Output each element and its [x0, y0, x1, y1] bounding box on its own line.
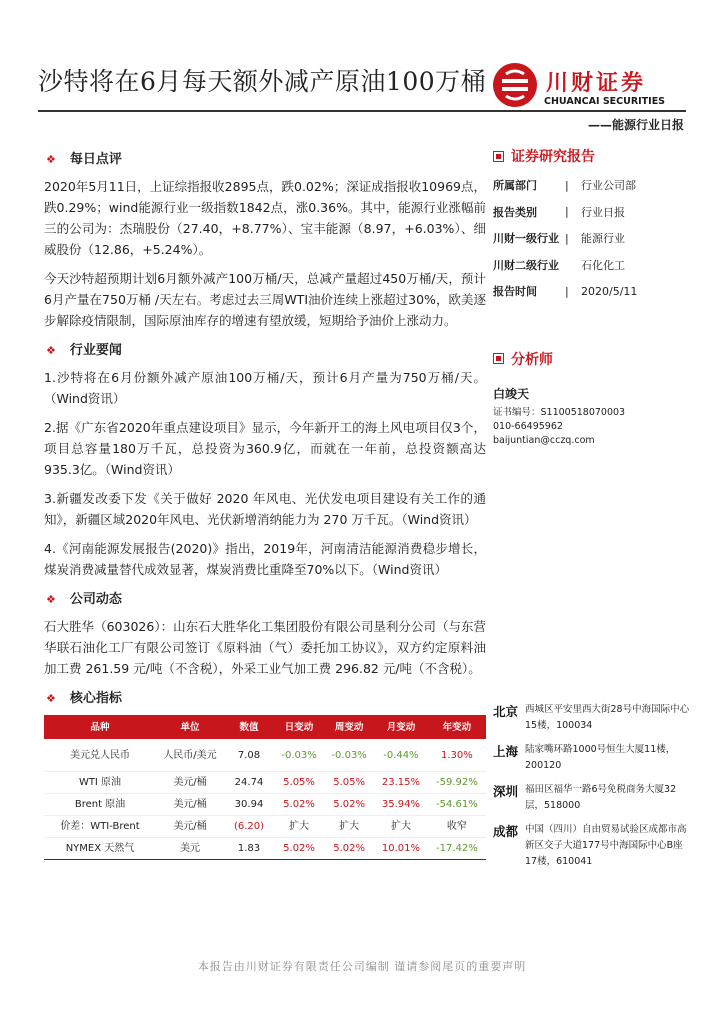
table-row [44, 838, 486, 860]
company-section-heading: ❖ 公司动态 [44, 588, 486, 610]
office-item: 深圳 福田区福华一路6号免税商务大厦32层，518000 [493, 784, 677, 811]
cell-value: 1.83 [237, 843, 261, 854]
table-header-row [44, 715, 486, 739]
column-header: 日变动 [274, 715, 324, 739]
info-row: 川财二级行业 石化化工 [493, 258, 625, 272]
column-header: 数值 [224, 715, 274, 739]
square-bullet-icon [493, 151, 504, 162]
cell-day: -0.03% [281, 749, 317, 761]
cell-value: (6.20) [233, 821, 265, 832]
cell-year: -17.42% [436, 843, 478, 854]
cell-month: 35.94% [381, 799, 421, 810]
cell-year: -59.92% [436, 777, 478, 788]
table-row [44, 794, 486, 816]
cell-unit: 人民币/美元 [163, 749, 217, 761]
square-bullet-icon [493, 353, 504, 364]
analyst-email[interactable]: baijuntian@cczq.com [493, 434, 595, 446]
cell-month: 10.01% [381, 843, 421, 854]
cell-unit: 美元/桶 [173, 777, 207, 788]
cell-day: 5.02% [283, 799, 315, 810]
cell-month: 扩大 [390, 821, 411, 832]
cell-value: 30.94 [234, 799, 264, 810]
page-title: 沙特将在6月每天额外减产原油100万桶 [38, 67, 487, 96]
info-row: 报告类别 | 行业日报 [493, 205, 625, 219]
news-item: 4.《河南能源发展报告(2020)》指出，2019年，河南清洁能源消费稳步增长，煤炭消费减量替代成效显著，煤炭消费比重降至70%以下。（Wind资讯） [44, 541, 486, 577]
news-item: 2.据《广东省2020年重点建设项目》显示，今年新开工的海上风电项目仅3个，项目总容量180万千瓦，总投资为360.9亿，而就在一年前，总投资额高达935.3亿。（Wind资讯） [44, 420, 486, 477]
cell-day: 扩大 [289, 821, 310, 832]
cell-name: 美元兑人民币 [70, 749, 130, 761]
cell-week: -0.03% [331, 749, 367, 761]
core-metrics-table [44, 715, 486, 860]
column-header: 年变动 [428, 715, 486, 739]
cell-year: 1.30% [441, 749, 473, 761]
cell-name: Brent 原油 [74, 799, 126, 810]
daily-section-heading: ❖ 每日点评 [44, 148, 486, 170]
office-item: 成都 中国（四川）自由贸易试验区成都市高新区交子大道177号中海国际中心B座17楼，610041 [493, 824, 687, 867]
info-row: 川财一级行业 | 能源行业 [493, 231, 625, 246]
sidebar [493, 146, 688, 448]
cell-value: 24.74 [234, 777, 264, 788]
cell-unit: 美元 [180, 843, 200, 854]
cell-week: 扩大 [339, 821, 360, 832]
info-row: 所属部门 | 行业公司部 [493, 178, 636, 193]
cell-year: 收窄 [446, 821, 467, 832]
cell-unit: 美元/桶 [173, 799, 207, 810]
diamond-bullet-icon: ❖ [46, 691, 56, 705]
cell-day: 5.02% [283, 843, 315, 854]
cell-name: NYMEX 天然气 [65, 843, 135, 854]
main-content [44, 148, 486, 860]
news-item: 3.新疆发改委下发《关于做好 2020 年风电、光伏发电项目建设有关工作的通知》，新疆区域2020年风电、光伏新增消纳能力为 270 万千瓦。（Wind资讯） [44, 491, 486, 527]
info-row: 报告时间 | 2020/5/11 [493, 284, 638, 299]
report-subtitle: ——能源行业日报 [587, 118, 684, 132]
cell-month: -0.44% [383, 749, 419, 761]
cell-week: 5.02% [333, 799, 366, 810]
analyst-heading: 分析师 [493, 349, 688, 369]
cell-unit: 美元/桶 [173, 821, 207, 832]
column-header: 周变动 [324, 715, 374, 739]
column-header: 月变动 [374, 715, 428, 739]
office-item: 北京 西城区平安里西大街28号中海国际中心15楼，100034 [493, 704, 690, 731]
cell-name: 价差：WTI-Brent [60, 821, 140, 832]
diamond-bullet-icon: ❖ [46, 343, 56, 357]
daily-paragraph-1: 2020年5月11日，上证综指报收2895点，跌0.02%；深证成指报收10969点，跌0.29%；wind能源行业一级指数1842点，涨0.36%。其中，能源行业涨幅前三的公司为：杰瑞股份（27.40，+8.77%）、宝丰能源（8.97，+6.03%）、细威股份（12.86，+5.24%）。 [44, 179, 486, 257]
company-logo-chinese: 川财证券 [546, 71, 647, 96]
news-item: 1.沙特将在6月份额外减产原油100万桶/天，预计6月产量为750万桶/天。（Wind资讯） [44, 370, 486, 406]
diamond-bullet-icon: ❖ [46, 592, 56, 606]
table-row [44, 772, 486, 794]
cell-week: 5.02% [333, 843, 366, 854]
office-addresses [493, 702, 693, 878]
company-logo-english: CHUANCAI SECURITIES [544, 96, 666, 107]
column-header: 品种 [44, 715, 156, 739]
industry-section-heading: ❖ 行业要闻 [44, 339, 486, 361]
footer-disclaimer: 本报告由川财证券有限责任公司编制 谨请参阅尾页的重要声明 [197, 960, 527, 973]
table-row [44, 739, 486, 772]
company-logo-icon [492, 62, 538, 108]
analyst-cert: 证书编号：S1100518070003 [493, 406, 626, 418]
cell-year: -54.61% [436, 799, 478, 810]
cell-day: 5.05% [283, 777, 315, 788]
report-info-heading: 证券研究报告 [493, 146, 688, 166]
office-item: 上海 陆家嘴环路1000号恒生大厦11楼，200120 [493, 744, 676, 771]
cell-name: WTI 原油 [78, 777, 122, 788]
header-divider [38, 110, 686, 112]
column-header: 单位 [156, 715, 224, 739]
cell-week: 5.05% [333, 777, 366, 788]
core-section-heading: ❖ 核心指标 [44, 687, 486, 709]
daily-paragraph-2: 今天沙特超预期计划6月额外减产100万桶/天，总减产量超过450万桶/天，预计6月产量在750万桶 /天左右。考虑过去三周WTI油价连续上涨超过30%，欧美逐步解除疫情限制，国际原油库存的增速有望放缓，短期给予油价上涨动力。 [44, 271, 486, 328]
analyst-name: 白竣天 [493, 386, 530, 401]
analyst-phone: 010-66495962 [493, 420, 563, 432]
cell-value: 7.08 [237, 749, 261, 761]
diamond-bullet-icon: ❖ [46, 152, 56, 166]
company-news: 石大胜华（603026）：山东石大胜华化工集团股份有限公司垦利分公司（与东营华联石油化工厂有限公司签订《原料油（气）委托加工协议》，双方约定原料油加工费 261.59 元/吨（不含税），外采工业气加工费 296.82 元/吨（不含税）。 [44, 619, 486, 676]
cell-month: 23.15% [381, 777, 421, 788]
table-row [44, 816, 486, 838]
